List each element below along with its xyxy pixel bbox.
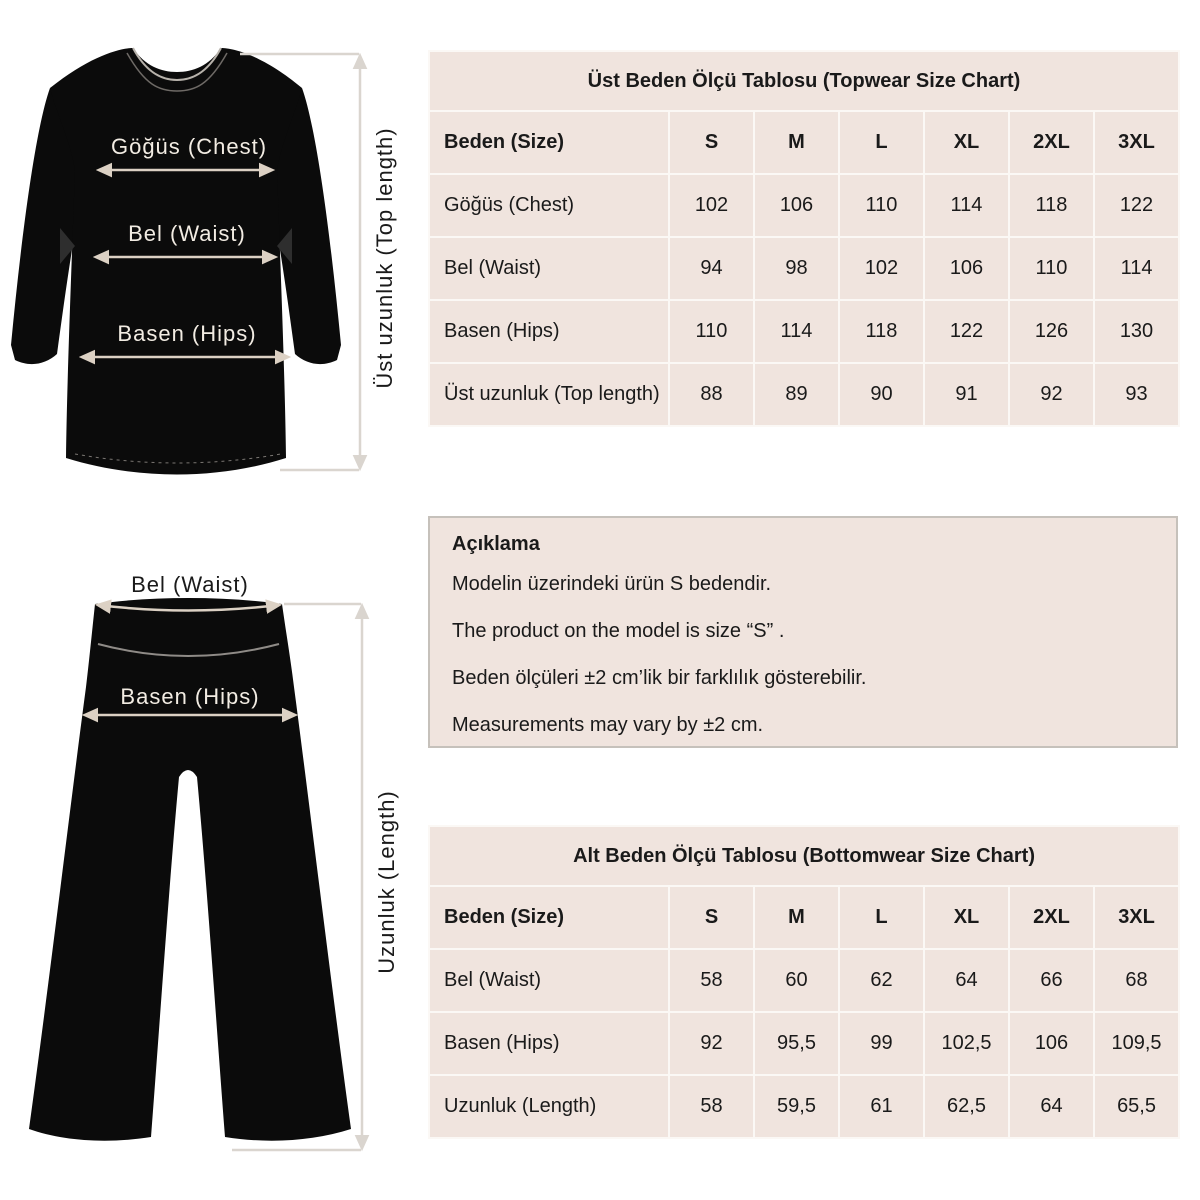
- row-label: Üst uzunluk (Top length): [429, 363, 669, 426]
- table-cell: 99: [839, 1012, 924, 1075]
- table-row: [429, 300, 1179, 363]
- note-line: Beden ölçüleri ±2 cm’lik bir farklılık gösterebilir.: [452, 667, 867, 689]
- table-row: [429, 826, 1179, 886]
- table-cell: 122: [1094, 174, 1179, 237]
- note-title: Açıklama: [452, 533, 540, 555]
- table-row: [429, 111, 1179, 174]
- pants-waist-label: Bel (Waist): [131, 572, 249, 597]
- table-cell: 66: [1009, 949, 1094, 1012]
- header-cell-2xl: 2XL: [1009, 886, 1094, 949]
- table-cell: 68: [1094, 949, 1179, 1012]
- table-cell: 122: [924, 300, 1009, 363]
- table-row: [429, 1075, 1179, 1138]
- bottomwear-size-table: [428, 825, 1180, 1139]
- length-label: Uzunluk (Length): [374, 790, 399, 974]
- table-cell: 93: [1094, 363, 1179, 426]
- pants-hips-label: Basen (Hips): [120, 684, 260, 709]
- note-line: Modelin üzerindeki ürün S bedendir.: [452, 573, 772, 595]
- table-cell: 58: [669, 1075, 754, 1138]
- table-cell: 106: [1009, 1012, 1094, 1075]
- table-row: [429, 949, 1179, 1012]
- table-cell: 65,5: [1094, 1075, 1179, 1138]
- table-cell: 106: [754, 174, 839, 237]
- chest-label: Göğüs (Chest): [110, 134, 268, 159]
- table-cell: 60: [754, 949, 839, 1012]
- note-line: Measurements may vary by ±2 cm.: [452, 714, 764, 736]
- table-cell: 118: [1009, 174, 1094, 237]
- table-cell: 90: [839, 363, 924, 426]
- row-label: Bel (Waist): [429, 949, 669, 1012]
- table-cell: 88: [669, 363, 754, 426]
- table-cell: 109,5: [1094, 1012, 1179, 1075]
- row-label: Göğüs (Chest): [429, 174, 669, 237]
- topwear-diagram: [5, 40, 415, 490]
- header-cell-l: L: [839, 111, 924, 174]
- header-cell-xl: XL: [924, 111, 1009, 174]
- table-cell: 62: [839, 949, 924, 1012]
- row-label: Bel (Waist): [429, 237, 669, 300]
- table-cell: 118: [839, 300, 924, 363]
- table-row: [429, 174, 1179, 237]
- table-cell: 130: [1094, 300, 1179, 363]
- table-cell: 94: [669, 237, 754, 300]
- table-cell: 114: [924, 174, 1009, 237]
- table-cell: 61: [839, 1075, 924, 1138]
- table-cell: 126: [1009, 300, 1094, 363]
- tunic-hips-label: Basen (Hips): [117, 321, 257, 346]
- table-cell: 106: [924, 237, 1009, 300]
- note-line: The product on the model is size “S” .: [452, 620, 785, 642]
- table-row: [429, 237, 1179, 300]
- header-cell-l: L: [839, 886, 924, 949]
- row-label: Basen (Hips): [429, 300, 669, 363]
- table-cell: 64: [1009, 1075, 1094, 1138]
- table-cell: 114: [754, 300, 839, 363]
- header-cell-m: M: [754, 886, 839, 949]
- bottomwear-diagram: [10, 552, 415, 1167]
- table-cell: 110: [839, 174, 924, 237]
- table-cell: 102: [839, 237, 924, 300]
- top-length-label: Üst uzunluk (Top length): [372, 127, 397, 389]
- table-row: [429, 886, 1179, 949]
- header-cell-3xl: 3XL: [1094, 111, 1179, 174]
- header-cell-size: Beden (Size): [429, 886, 669, 949]
- tunic-silhouette: [50, 48, 302, 475]
- table-cell: 64: [924, 949, 1009, 1012]
- topwear-table-title: Üst Beden Ölçü Tablosu (Topwear Size Chart): [429, 51, 1179, 111]
- header-cell-s: S: [669, 886, 754, 949]
- table-cell: 102: [669, 174, 754, 237]
- table-cell: 92: [1009, 363, 1094, 426]
- table-cell: 110: [669, 300, 754, 363]
- table-row: [429, 51, 1179, 111]
- table-cell: 102,5: [924, 1012, 1009, 1075]
- table-row: [429, 363, 1179, 426]
- header-cell-3xl: 3XL: [1094, 886, 1179, 949]
- header-cell-s: S: [669, 111, 754, 174]
- row-label: Uzunluk (Length): [429, 1075, 669, 1138]
- header-cell-xl: XL: [924, 886, 1009, 949]
- table-cell: 114: [1094, 237, 1179, 300]
- row-label: Basen (Hips): [429, 1012, 669, 1075]
- table-cell: 95,5: [754, 1012, 839, 1075]
- note-box: [428, 516, 1178, 748]
- pants-silhouette: [29, 598, 351, 1141]
- table-cell: 89: [754, 363, 839, 426]
- table-cell: 59,5: [754, 1075, 839, 1138]
- bottomwear-table-title: Alt Beden Ölçü Tablosu (Bottomwear Size Chart): [429, 826, 1179, 886]
- tunic-waist-label: Bel (Waist): [128, 221, 246, 246]
- table-cell: 92: [669, 1012, 754, 1075]
- topwear-size-table: [428, 50, 1180, 427]
- header-cell-2xl: 2XL: [1009, 111, 1094, 174]
- header-cell-size: Beden (Size): [429, 111, 669, 174]
- table-cell: 91: [924, 363, 1009, 426]
- table-cell: 98: [754, 237, 839, 300]
- table-cell: 62,5: [924, 1075, 1009, 1138]
- table-cell: 110: [1009, 237, 1094, 300]
- header-cell-m: M: [754, 111, 839, 174]
- table-cell: 58: [669, 949, 754, 1012]
- table-row: [429, 1012, 1179, 1075]
